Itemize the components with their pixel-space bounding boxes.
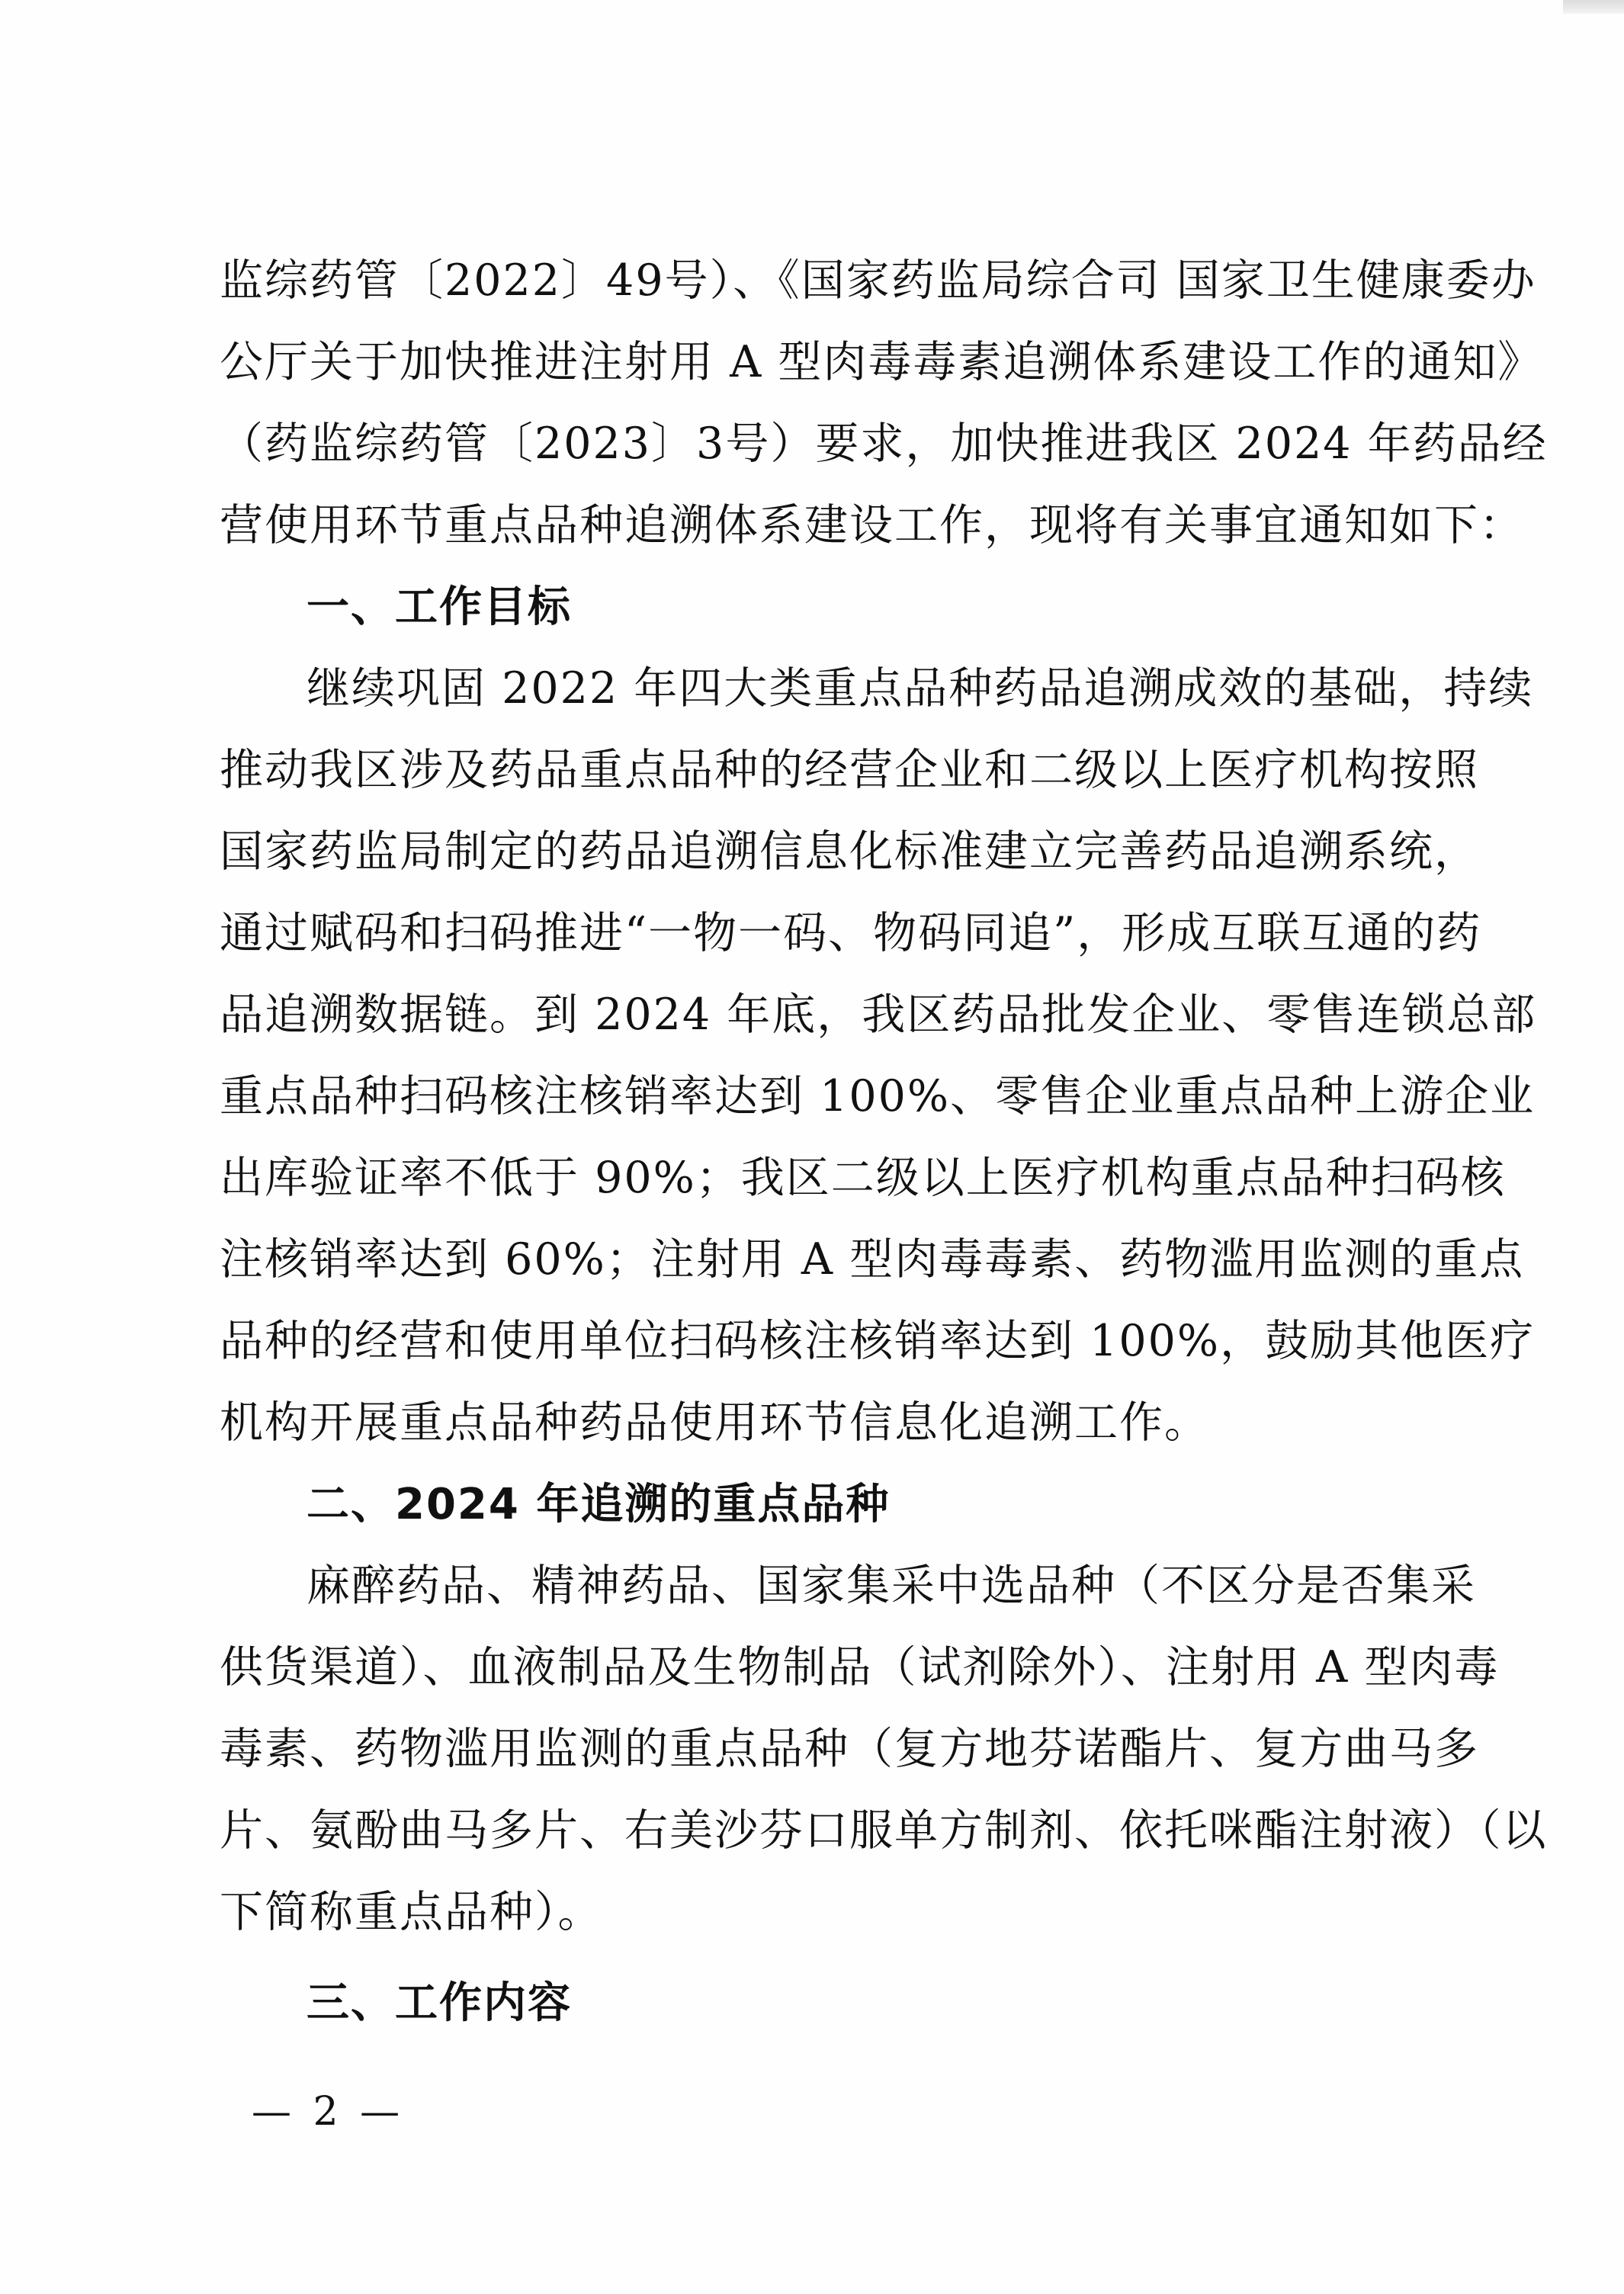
varieties-line: 供货渠道）、血液制品及生物制品（试剂除外）、注射用 A 型肉毒 xyxy=(220,1642,1500,1692)
intro-line: 公厅关于加快推进注射用 A 型肉毒毒素追溯体系建设工作的通知》 xyxy=(220,337,1543,387)
goal-line: 通过赋码和扫码推进“一物一码、物码同追”，形成互联互通的药 xyxy=(220,908,1482,958)
goal-line: 推动我区涉及药品重点品种的经营企业和二级以上医疗机构按照 xyxy=(220,745,1479,795)
goal-line: 机构开展重点品种药品使用环节信息化追溯工作。 xyxy=(220,1397,1209,1448)
intro-line: 监综药管〔2022〕49号）、《国家药监局综合司 国家卫生健康委办 xyxy=(220,255,1536,306)
goal-line: 注核销率达到 60%；注射用 A 型肉毒毒素、药物滥用监测的重点 xyxy=(220,1234,1525,1285)
body-text xyxy=(220,240,1548,2044)
goal-line: 重点品种扫码核注核销率达到 100%、零售企业重点品种上游企业 xyxy=(220,1071,1536,1121)
goal-line: 品种的经营和使用单位扫码核注核销率达到 100%，鼓励其他医疗 xyxy=(220,1316,1536,1366)
intro-line: 营使用环节重点品种追溯体系建设工作，现将有关事宜通知如下： xyxy=(220,500,1524,550)
goal-line: 国家药监局制定的药品追溯信息化标准建立完善药品追溯系统， xyxy=(220,826,1479,877)
varieties-line: 毒素、药物滥用监测的重点品种（复方地芬诺酯片、复方曲马多 xyxy=(220,1724,1479,1774)
goal-line: 继续巩固 2022 年四大类重点品种药品追溯成效的基础，持续 xyxy=(307,663,1534,714)
goal-line: 出库验证率不低于 90%；我区二级以上医疗机构重点品种扫码核 xyxy=(220,1153,1506,1203)
varieties-line: 麻醉药品、精神药品、国家集采中选品种（不区分是否集采 xyxy=(307,1561,1476,1611)
page-number: — 2 — xyxy=(252,2089,405,2135)
goal-line: 品追溯数据链。到 2024 年底，我区药品批发企业、零售连锁总部 xyxy=(220,990,1537,1040)
varieties-line: 片、氨酚曲马多片、右美沙芬口服单方制剂、依托咪酯注射液）（以 xyxy=(220,1805,1548,1856)
intro-line: （药监综药管〔2023〕3号）要求，加快推进我区 2024 年药品经 xyxy=(220,419,1548,469)
varieties-line: 下简称重点品种）。 xyxy=(220,1887,603,1937)
section-heading-key-varieties: 二、2024 年追溯的重点品种 xyxy=(307,1480,891,1529)
section-heading-work-content: 三、工作内容 xyxy=(307,1978,572,2028)
scan-corner-mark xyxy=(1563,0,1624,14)
section-heading-work-goal: 一、工作目标 xyxy=(307,582,572,632)
